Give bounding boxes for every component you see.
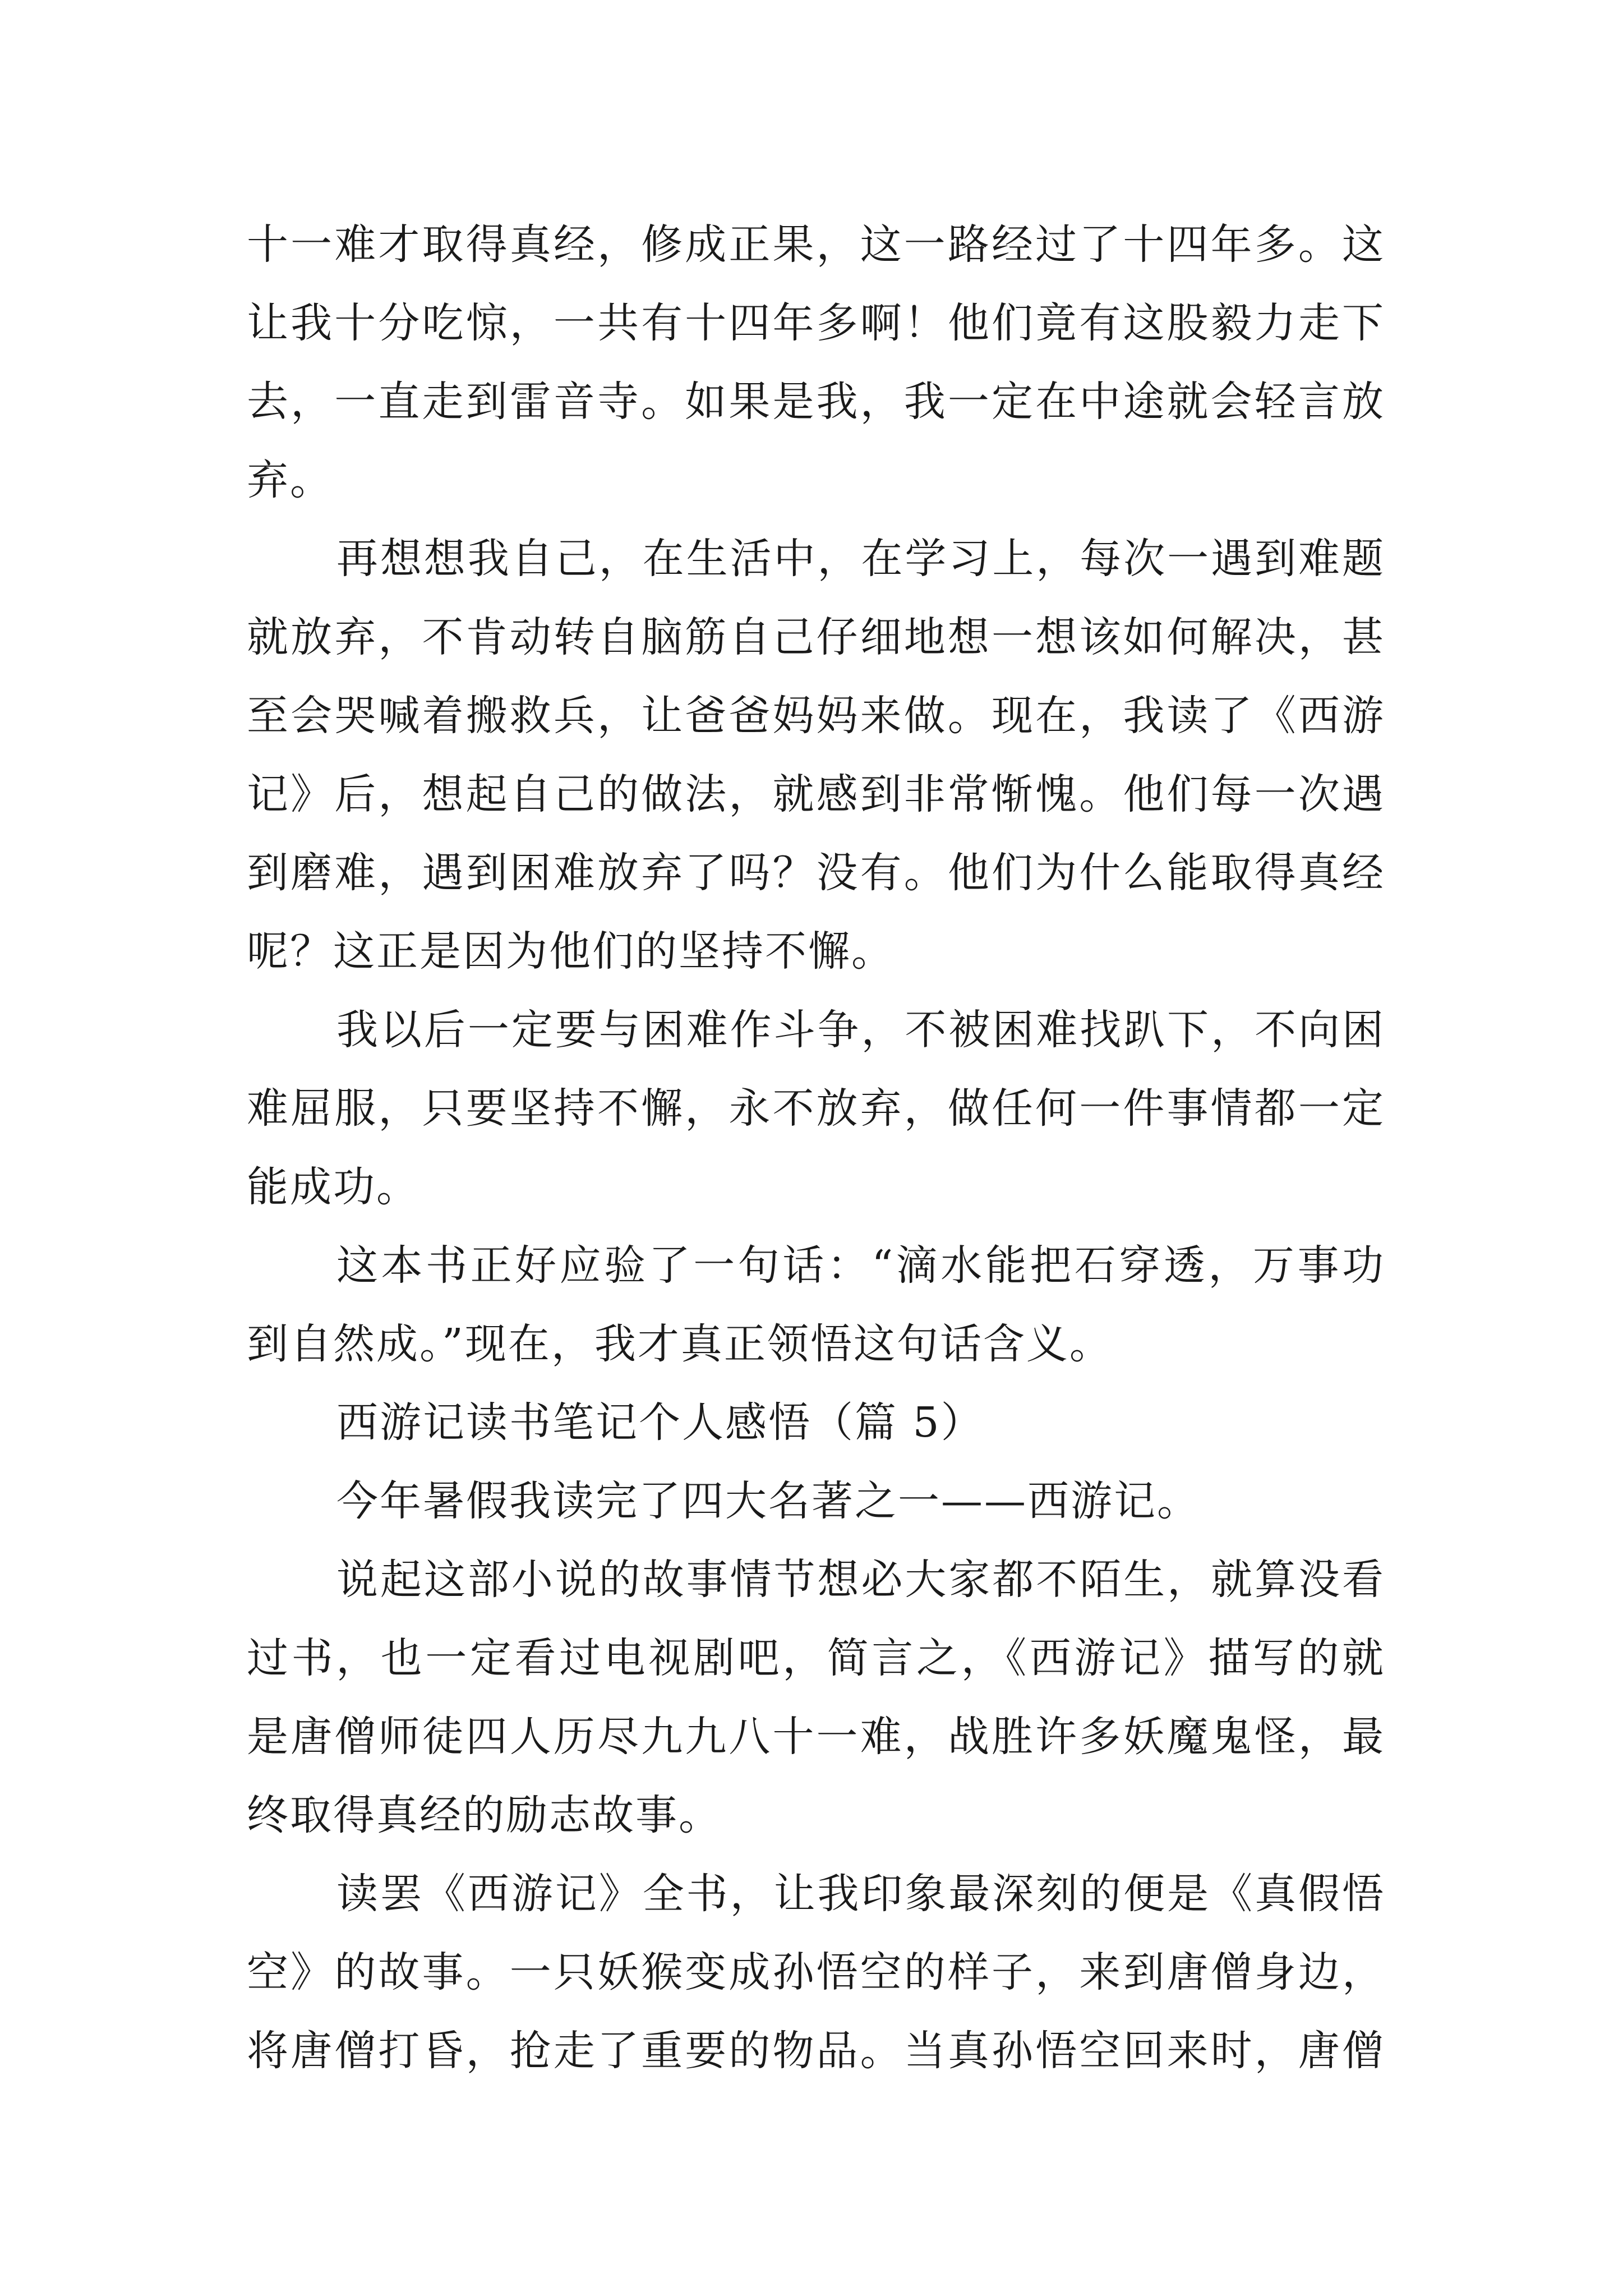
text-line: 将唐僧打昏，抢走了重要的物品。当真孙悟空回来时，唐僧 [247,2027,1385,2075]
paragraph-first-line: 今年暑假我读完了四大名著之一——西游记。 [336,1477,1200,1525]
text-line: 是唐僧师徒四人历尽九九八十一难，战胜许多妖魔鬼怪，最 [247,1713,1385,1761]
text-line: 到自然成。”现在，我才真正领悟这句话含义。 [247,1320,1113,1368]
section-heading: 西游记读书笔记个人感悟（篇 5） [336,1398,984,1447]
text-line: 难屈服，只要坚持不懈，永不放弃，做任何一件事情都一定 [247,1084,1385,1133]
paragraph-first-line: 说起这部小说的故事情节想必大家都不陌生，就算没看 [336,1556,1385,1604]
text-line: 至会哭喊着搬救兵，让爸爸妈妈来做。现在，我读了《西游 [247,692,1385,740]
text-line: 过书，也一定看过电视剧吧，简言之，《西游记》描写的就 [247,1634,1385,1682]
text-line: 就放弃，不肯动转自脑筋自己仔细地想一想该如何解决，甚 [247,613,1385,661]
paragraph-first-line: 再想想我自己，在生活中，在学习上，每次一遇到难题 [336,535,1385,583]
text-line: 呢？这正是因为他们的坚持不懈。 [247,927,895,976]
paragraph-first-line: 我以后一定要与困难作斗争，不被困难找趴下，不向困 [336,1006,1385,1054]
text-line: 去，一直走到雷音寺。如果是我，我一定在中途就会轻言放 [247,378,1385,426]
text-line: 终取得真经的励志故事。 [247,1791,722,1839]
text-line: 能成功。 [247,1163,419,1211]
paragraph-first-line: 读罢《西游记》全书，让我印象最深刻的便是《真假悟 [336,1870,1385,1918]
text-line: 到磨难，遇到困难放弃了吗？没有。他们为什么能取得真经 [247,849,1385,897]
text-line: 弃。 [247,456,333,504]
text-line: 让我十分吃惊，一共有十四年多啊！他们竟有这股毅力走下 [247,299,1385,347]
text-line: 记》后，想起自己的做法，就感到非常惭愧。他们每一次遇 [247,770,1385,818]
text-line: 空》的故事。一只妖猴变成孙悟空的样子，来到唐僧身边， [247,1948,1385,1996]
paragraph-first-line: 这本书正好应验了一句话：“滴水能把石穿透，万事功 [336,1241,1385,1290]
text-line: 十一难才取得真经，修成正果，这一路经过了十四年多。这 [247,220,1385,269]
